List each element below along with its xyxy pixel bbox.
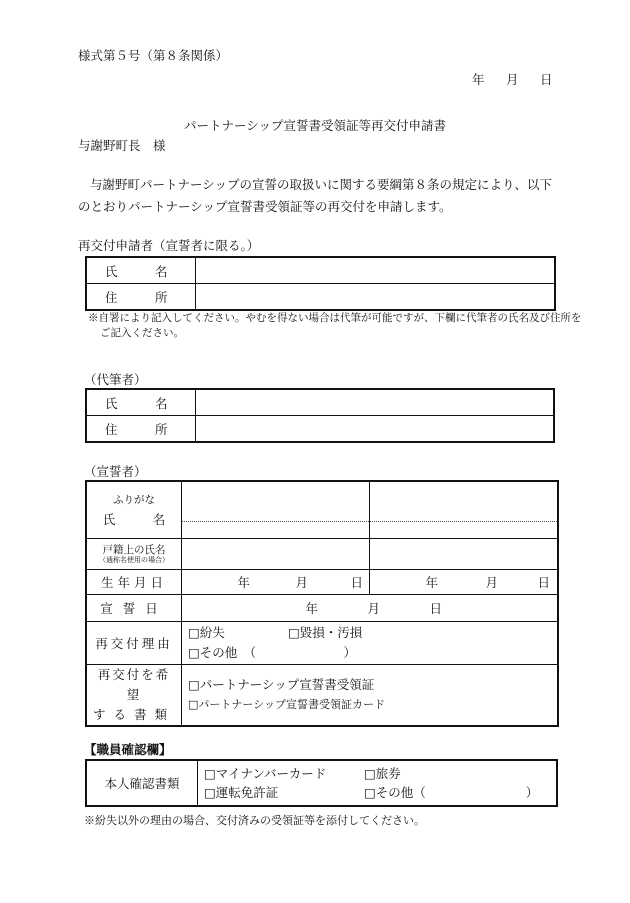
- proxy-address-field[interactable]: [196, 416, 554, 442]
- pledger2-birth-cell[interactable]: 年 月 日: [370, 570, 558, 595]
- reason-damaged-checkbox[interactable]: □毀損・汚損: [288, 625, 363, 640]
- date-month: 月: [506, 72, 519, 87]
- addressee: 与謝野町長 様: [78, 138, 166, 153]
- requested-docs-options: [182, 665, 558, 726]
- proxy-section-label: （代筆者）: [84, 372, 147, 387]
- pledger1-birth-cell[interactable]: 年 月 日: [182, 570, 370, 595]
- applicant-section-label: 再交付申請者（宣誓者に限る。）: [78, 238, 260, 253]
- pledger-section-label: （宣誓者）: [84, 464, 147, 479]
- pledger1-name-cell[interactable]: [182, 482, 370, 539]
- id-document-label: 本人確認書類: [87, 761, 198, 806]
- doc-card-checkbox[interactable]: □パートナーシップ宣誓書受領証カード: [188, 698, 385, 711]
- page-title: パートナーシップ宣誓書受領証等再交付申請書: [183, 118, 446, 133]
- proxy-name-label: 氏 名: [87, 390, 196, 416]
- reason-lost-checkbox[interactable]: □紛失: [188, 625, 225, 640]
- pledge-date-label: 宣誓日: [87, 595, 182, 622]
- applicant-address-label: 住 所: [87, 284, 196, 310]
- applicant-note: ※自署により記入してください。やむを得ない場合は代筆が可能ですが、下欄に代筆者の氏名及び住所をご記入ください。: [88, 312, 582, 339]
- footer-note: ※紛失以外の理由の場合、交付済みの受領証等を添付してください。: [84, 814, 425, 827]
- body-text: 与謝野町パートナーシップの宣誓の取扱いに関する要綱第８条の規定により、以下のとおりパートナーシップ宣誓書受領証等の再交付を申請します。: [78, 177, 553, 214]
- date-year: 年: [472, 72, 485, 87]
- other-id-checkbox[interactable]: □その他（ ）: [364, 785, 539, 800]
- reason-other-checkbox[interactable]: □その他 （ ）: [188, 645, 357, 660]
- date-day: 日: [540, 72, 553, 87]
- proxy-address-label: 住 所: [87, 416, 196, 442]
- pledger2-register-cell[interactable]: [370, 539, 558, 570]
- applicant-table: [86, 257, 555, 310]
- applicant-name-label: 氏 名: [87, 258, 196, 284]
- passport-checkbox[interactable]: □旅券: [364, 766, 401, 781]
- proxy-table: [86, 389, 554, 442]
- applicant-address-field[interactable]: [196, 284, 555, 310]
- application-date: [472, 70, 553, 88]
- license-checkbox[interactable]: □運転免許証: [204, 785, 279, 800]
- form-number: 様式第５号（第８条関係）: [78, 48, 229, 63]
- pledger-name-label: ふりがな 氏 名: [87, 482, 182, 539]
- applicant-name-field[interactable]: [196, 258, 555, 284]
- staff-table: [86, 760, 557, 806]
- reason-options: [182, 622, 558, 665]
- pledger-table: [86, 481, 558, 726]
- pledger1-register-cell[interactable]: [182, 539, 370, 570]
- birth-label: 生年月日: [87, 570, 182, 595]
- doc-certificate-checkbox[interactable]: □パートナーシップ宣誓書受領証: [188, 677, 375, 692]
- pledge-date-cell[interactable]: 年 月 日: [182, 595, 558, 622]
- my-number-checkbox[interactable]: □マイナンバーカード: [204, 766, 327, 781]
- family-register-label: 戸籍上の氏名 （通称名使用の場合）: [87, 539, 182, 570]
- pledger2-name-cell[interactable]: [370, 482, 558, 539]
- proxy-name-field[interactable]: [196, 390, 554, 416]
- id-document-options: [198, 761, 557, 806]
- reason-label: 再交付理由: [87, 622, 182, 665]
- staff-section-label: 【職員確認欄】: [84, 742, 172, 757]
- requested-docs-label: 再交付を希望 する書類: [87, 665, 182, 726]
